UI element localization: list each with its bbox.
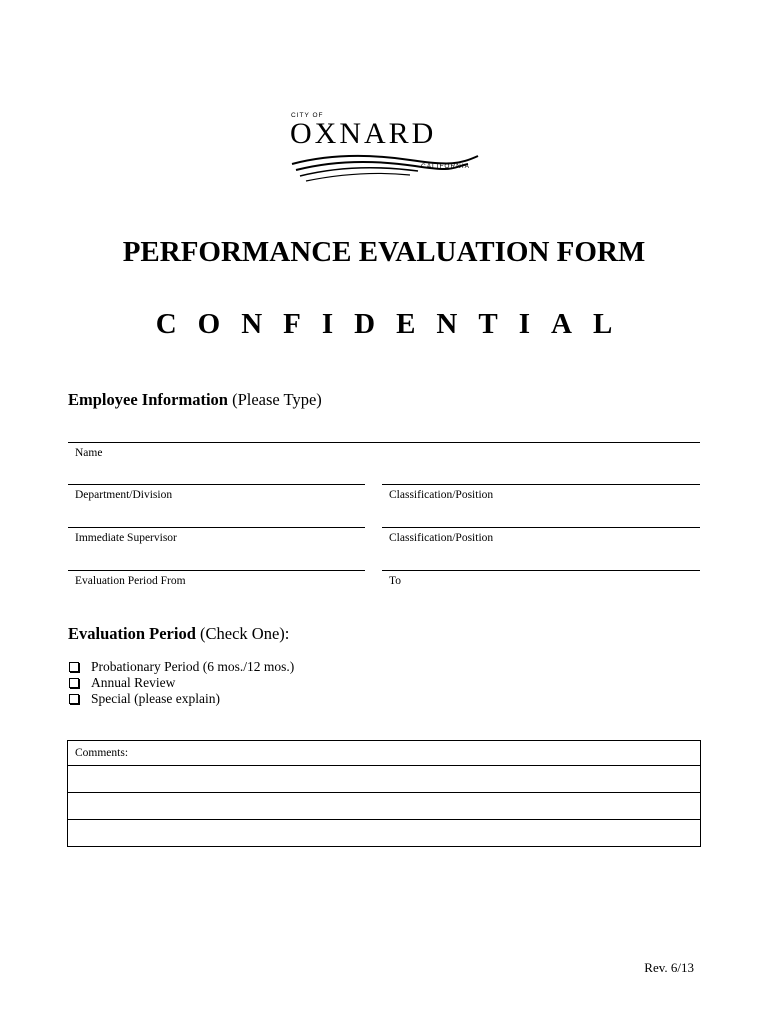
comments-line[interactable] (68, 819, 700, 846)
period-to-label: To (389, 575, 401, 587)
form-title: PERFORMANCE EVALUATION FORM (122, 236, 646, 268)
classification-label-1: Classification/Position (389, 489, 494, 501)
comments-box (67, 740, 701, 847)
checkbox-icon[interactable] (69, 662, 79, 672)
period-from-label: Evaluation Period From (75, 575, 186, 587)
classification-label-2: Classification/Position (389, 532, 494, 544)
comments-line[interactable] (68, 792, 700, 819)
option-label: Probationary Period (6 mos./12 mos.) (91, 659, 295, 674)
confidential-heading: CONFIDENTIAL (155, 308, 634, 340)
option-special[interactable] (68, 691, 294, 707)
classification-field-line-1[interactable] (382, 484, 700, 485)
comments-header-row[interactable] (68, 741, 700, 765)
department-field-line[interactable] (68, 484, 365, 485)
checkbox-icon[interactable] (69, 678, 79, 688)
option-probationary[interactable] (68, 659, 294, 675)
evaluation-period-title: Evaluation Period (68, 624, 196, 643)
evaluation-period-options (68, 659, 294, 707)
option-label: Special (please explain) (91, 691, 220, 706)
revision-label: Rev. 6/13 (644, 960, 694, 975)
logo-wordmark: OXNARD (290, 117, 437, 150)
comments-line[interactable] (68, 765, 700, 792)
city-of-oxnard-logo (286, 108, 482, 184)
evaluation-period-note: (Check One): (200, 624, 290, 643)
employee-info-heading (68, 389, 322, 411)
supervisor-field-line[interactable] (68, 527, 365, 528)
supervisor-label: Immediate Supervisor (75, 532, 177, 544)
employee-info-note: (Please Type) (232, 390, 322, 409)
period-to-field-line[interactable] (382, 570, 700, 571)
option-label: Annual Review (91, 675, 176, 690)
checkbox-icon[interactable] (69, 694, 79, 704)
logo-state-text: CALIFORNIA (421, 163, 471, 170)
department-label: Department/Division (75, 489, 173, 501)
logo-city-of-text: CITY OF (291, 112, 324, 119)
name-label: Name (75, 447, 103, 459)
name-field-line[interactable] (68, 442, 700, 443)
employee-info-title: Employee Information (68, 390, 228, 409)
classification-field-line-2[interactable] (382, 527, 700, 528)
evaluation-period-heading (68, 623, 289, 645)
comments-label: Comments: (75, 747, 129, 759)
option-annual-review[interactable] (68, 675, 294, 691)
period-from-field-line[interactable] (68, 570, 365, 571)
